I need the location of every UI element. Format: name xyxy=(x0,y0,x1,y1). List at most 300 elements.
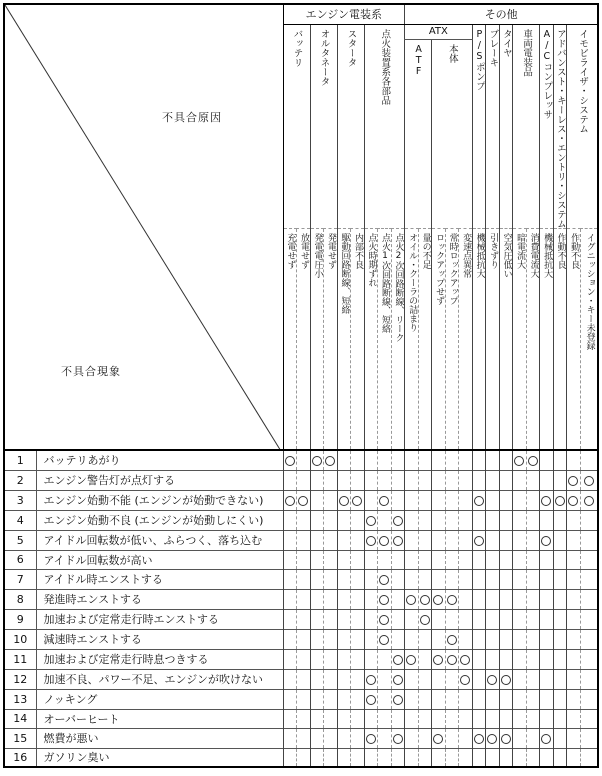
mark-circle xyxy=(379,575,389,585)
symptom-label: 加速および定常走行時息つきする xyxy=(36,649,283,669)
matrix-cell xyxy=(540,709,554,728)
matrix-cell xyxy=(283,450,297,471)
mark-circle xyxy=(352,496,362,506)
cause-label: 暗電流大 xyxy=(515,233,526,269)
matrix-cell xyxy=(391,550,405,569)
mark-circle xyxy=(325,456,335,466)
matrix-cell xyxy=(364,589,378,609)
matrix-cell xyxy=(499,550,513,569)
matrix-cell xyxy=(445,569,459,589)
cause-label: 内部不良 xyxy=(352,233,363,269)
matrix-cell xyxy=(391,669,405,689)
cause-label: ロックアップせず xyxy=(434,233,445,305)
matrix-cell xyxy=(297,669,311,689)
matrix-cell xyxy=(526,530,540,550)
matrix-cell xyxy=(567,748,581,767)
cause-header xyxy=(580,229,598,450)
matrix-cell xyxy=(499,689,513,709)
matrix-cell xyxy=(364,510,378,530)
matrix-cell xyxy=(526,470,540,490)
matrix-cell xyxy=(310,550,324,569)
matrix-cell xyxy=(499,490,513,510)
matrix-cell xyxy=(553,530,567,550)
symptom-row xyxy=(4,609,598,629)
matrix-cell xyxy=(513,649,527,669)
matrix-cell xyxy=(283,709,297,728)
matrix-cell xyxy=(351,629,365,649)
matrix-cell xyxy=(567,728,581,748)
symptom-row xyxy=(4,589,598,609)
group-label: オルタネータ xyxy=(318,28,330,86)
cause-header xyxy=(324,229,338,450)
matrix-cell xyxy=(391,569,405,589)
matrix-cell xyxy=(418,709,432,728)
matrix-cell xyxy=(310,629,324,649)
top-group-header: その他 xyxy=(405,4,599,24)
matrix-cell xyxy=(499,510,513,530)
matrix-cell xyxy=(459,510,473,530)
matrix-cell xyxy=(459,689,473,709)
matrix-cell xyxy=(364,530,378,550)
matrix-cell xyxy=(391,629,405,649)
matrix-cell xyxy=(324,709,338,728)
matrix-cell xyxy=(283,609,297,629)
cause-header xyxy=(445,229,459,450)
row-number: 8 xyxy=(4,589,36,609)
matrix-cell xyxy=(526,450,540,471)
matrix-cell xyxy=(513,709,527,728)
corner-diagonal-cell xyxy=(4,4,283,450)
mark-circle xyxy=(447,655,457,665)
group-label: P/Sポンプ xyxy=(473,28,485,90)
cause-header xyxy=(553,229,567,450)
matrix-cell xyxy=(567,629,581,649)
matrix-cell xyxy=(337,748,351,767)
mark-circle xyxy=(366,516,376,526)
mark-circle xyxy=(474,536,484,546)
matrix-cell xyxy=(418,550,432,569)
matrix-cell xyxy=(324,470,338,490)
matrix-cell xyxy=(297,649,311,669)
matrix-cell xyxy=(526,689,540,709)
group-header-atx: ATX xyxy=(405,24,473,39)
matrix-cell xyxy=(445,709,459,728)
matrix-cell xyxy=(364,669,378,689)
matrix-cell xyxy=(499,589,513,609)
cause-label: 点火2次回路断線、リーク xyxy=(393,233,404,342)
matrix-cell xyxy=(540,510,554,530)
matrix-cell xyxy=(378,748,392,767)
matrix-cell xyxy=(337,450,351,471)
matrix-cell xyxy=(297,470,311,490)
matrix-cell xyxy=(418,669,432,689)
matrix-cell xyxy=(418,728,432,748)
matrix-cell xyxy=(337,589,351,609)
matrix-cell xyxy=(283,629,297,649)
symptom-label: エンジン始動不能 (エンジンが始動できない) xyxy=(36,490,283,510)
matrix-cell xyxy=(580,748,598,767)
matrix-cell xyxy=(391,609,405,629)
matrix-cell xyxy=(459,669,473,689)
matrix-cell xyxy=(310,748,324,767)
matrix-cell xyxy=(472,550,486,569)
matrix-cell xyxy=(432,490,446,510)
troubleshooting-matrix xyxy=(3,3,599,768)
matrix-cell xyxy=(405,728,419,748)
matrix-cell xyxy=(445,490,459,510)
matrix-cell xyxy=(364,649,378,669)
matrix-cell xyxy=(432,689,446,709)
matrix-cell xyxy=(445,649,459,669)
matrix-cell xyxy=(378,490,392,510)
mark-circle xyxy=(298,496,308,506)
symptom-row xyxy=(4,569,598,589)
matrix-cell xyxy=(432,450,446,471)
matrix-cell xyxy=(567,609,581,629)
matrix-cell xyxy=(324,748,338,767)
matrix-cell xyxy=(553,609,567,629)
matrix-cell xyxy=(540,649,554,669)
group-header xyxy=(337,24,364,229)
cause-label: 作動不良 xyxy=(555,233,566,269)
cause-label: 駆動回路断線、短絡 xyxy=(339,233,350,314)
cause-header xyxy=(540,229,554,450)
matrix-cell xyxy=(540,589,554,609)
matrix-cell xyxy=(297,569,311,589)
matrix-cell xyxy=(405,550,419,569)
symptom-row xyxy=(4,450,598,471)
matrix-cell xyxy=(297,689,311,709)
symptom-label: 燃費が悪い xyxy=(36,728,283,748)
matrix-cell xyxy=(553,748,567,767)
matrix-cell xyxy=(486,649,500,669)
matrix-cell xyxy=(486,530,500,550)
matrix-cell xyxy=(553,550,567,569)
matrix-cell xyxy=(513,470,527,490)
matrix-cell xyxy=(310,669,324,689)
matrix-cell xyxy=(391,530,405,550)
matrix-cell xyxy=(459,589,473,609)
cause-header xyxy=(486,229,500,450)
matrix-cell xyxy=(405,490,419,510)
matrix-cell xyxy=(432,530,446,550)
mark-circle xyxy=(420,615,430,625)
matrix-cell xyxy=(486,490,500,510)
group-header xyxy=(540,24,554,229)
matrix-cell xyxy=(567,510,581,530)
header-row-top xyxy=(4,4,598,24)
cause-header xyxy=(337,229,351,450)
matrix-cell xyxy=(378,550,392,569)
symptom-label: 減速時エンストする xyxy=(36,629,283,649)
matrix-cell xyxy=(567,669,581,689)
mark-circle xyxy=(366,734,376,744)
group-header xyxy=(472,24,486,229)
row-number: 13 xyxy=(4,689,36,709)
matrix-cell xyxy=(351,649,365,669)
matrix-cell xyxy=(567,649,581,669)
mark-circle xyxy=(366,695,376,705)
matrix-cell xyxy=(364,748,378,767)
matrix-cell xyxy=(310,490,324,510)
matrix-cell xyxy=(378,689,392,709)
matrix-cell xyxy=(391,510,405,530)
matrix-cell xyxy=(540,629,554,649)
matrix-cell xyxy=(513,609,527,629)
cause-header xyxy=(459,229,473,450)
matrix-cell xyxy=(391,689,405,709)
matrix-cell xyxy=(486,470,500,490)
matrix-cell xyxy=(310,609,324,629)
cause-header xyxy=(391,229,405,450)
top-group-header: エンジン電装系 xyxy=(283,4,405,24)
matrix-cell xyxy=(432,669,446,689)
row-number: 4 xyxy=(4,510,36,530)
mark-circle xyxy=(420,595,430,605)
matrix-cell xyxy=(526,748,540,767)
matrix-cell xyxy=(445,728,459,748)
mark-circle xyxy=(584,476,594,486)
cause-label: 放電せず xyxy=(298,233,309,269)
matrix-cell xyxy=(391,470,405,490)
row-number: 11 xyxy=(4,649,36,669)
matrix-cell xyxy=(432,709,446,728)
row-number: 15 xyxy=(4,728,36,748)
matrix-cell xyxy=(580,450,598,471)
symptom-label: 加速および定常走行時エンストする xyxy=(36,609,283,629)
matrix-cell xyxy=(580,530,598,550)
matrix-cell xyxy=(445,550,459,569)
matrix-cell xyxy=(553,709,567,728)
mark-circle xyxy=(393,734,403,744)
matrix-cell xyxy=(540,550,554,569)
mark-circle xyxy=(312,456,322,466)
matrix-cell xyxy=(405,649,419,669)
matrix-cell xyxy=(351,589,365,609)
matrix-cell xyxy=(283,490,297,510)
matrix-cell xyxy=(378,510,392,530)
matrix-cell xyxy=(337,530,351,550)
matrix-cell xyxy=(486,450,500,471)
matrix-cell xyxy=(499,649,513,669)
symptom-label: 発進時エンストする xyxy=(36,589,283,609)
group-label: アドバンスト・キーレス・エントリ・システム xyxy=(554,28,566,228)
matrix-cell xyxy=(351,450,365,471)
row-number: 6 xyxy=(4,550,36,569)
matrix-cell xyxy=(337,629,351,649)
matrix-cell xyxy=(513,490,527,510)
cause-header xyxy=(364,229,378,450)
matrix-cell xyxy=(513,589,527,609)
matrix-cell xyxy=(472,609,486,629)
mark-circle xyxy=(379,595,389,605)
matrix-cell xyxy=(499,748,513,767)
matrix-cell xyxy=(324,490,338,510)
mark-circle xyxy=(393,516,403,526)
symptom-label: バッテリあがり xyxy=(36,450,283,471)
matrix-cell xyxy=(540,689,554,709)
cause-header xyxy=(297,229,311,450)
matrix-cell xyxy=(432,629,446,649)
matrix-cell xyxy=(553,510,567,530)
matrix-cell xyxy=(405,689,419,709)
matrix-cell xyxy=(513,510,527,530)
matrix-cell xyxy=(540,450,554,471)
mark-circle xyxy=(474,734,484,744)
matrix-cell xyxy=(351,669,365,689)
matrix-cell xyxy=(526,550,540,569)
matrix-cell xyxy=(513,569,527,589)
matrix-cell xyxy=(351,490,365,510)
matrix-cell xyxy=(405,470,419,490)
matrix-cell xyxy=(391,748,405,767)
symptom-row xyxy=(4,530,598,550)
matrix-cell xyxy=(337,669,351,689)
symptom-row xyxy=(4,748,598,767)
matrix-cell xyxy=(378,530,392,550)
matrix-cell xyxy=(364,450,378,471)
matrix-cell xyxy=(418,450,432,471)
matrix-cell xyxy=(486,748,500,767)
matrix-cell xyxy=(324,589,338,609)
matrix-cell xyxy=(526,709,540,728)
cause-label: 発電せず xyxy=(325,233,336,269)
mark-circle xyxy=(541,734,551,744)
cause-label: オイル・クーラの詰まり xyxy=(407,233,418,332)
matrix-cell xyxy=(337,550,351,569)
matrix-cell xyxy=(297,490,311,510)
matrix-cell xyxy=(553,728,567,748)
matrix-cell xyxy=(351,609,365,629)
matrix-cell xyxy=(351,530,365,550)
mark-circle xyxy=(285,456,295,466)
mark-circle xyxy=(528,456,538,466)
group-label: 車両電装品 xyxy=(521,28,533,76)
matrix-cell xyxy=(283,728,297,748)
matrix-cell xyxy=(378,569,392,589)
matrix-cell xyxy=(580,629,598,649)
matrix-cell xyxy=(567,709,581,728)
matrix-cell xyxy=(324,728,338,748)
matrix-cell xyxy=(580,649,598,669)
matrix-cell xyxy=(364,569,378,589)
matrix-cell xyxy=(364,728,378,748)
mark-circle xyxy=(366,675,376,685)
matrix-cell xyxy=(351,689,365,709)
matrix-cell xyxy=(324,550,338,569)
matrix-cell xyxy=(459,550,473,569)
matrix-cell xyxy=(283,589,297,609)
matrix-cell xyxy=(405,510,419,530)
symptom-label: ノッキング xyxy=(36,689,283,709)
matrix-cell xyxy=(405,748,419,767)
matrix-cell xyxy=(310,728,324,748)
group-label: ATF xyxy=(413,43,425,77)
symptom-label: ガソリン臭い xyxy=(36,748,283,767)
matrix-cell xyxy=(405,609,419,629)
matrix-cell xyxy=(337,689,351,709)
mark-circle xyxy=(584,496,594,506)
matrix-cell xyxy=(310,649,324,669)
mark-circle xyxy=(433,655,443,665)
matrix-cell xyxy=(351,550,365,569)
matrix-cell xyxy=(391,490,405,510)
symptom-row xyxy=(4,728,598,748)
matrix-cell xyxy=(472,649,486,669)
matrix-cell xyxy=(310,569,324,589)
matrix-cell xyxy=(567,569,581,589)
matrix-cell xyxy=(459,629,473,649)
matrix-cell xyxy=(432,470,446,490)
group-header xyxy=(553,24,567,229)
group-label: タイヤ xyxy=(500,28,512,57)
matrix-cell xyxy=(391,728,405,748)
group-label: スタータ xyxy=(345,28,357,67)
symptom-label: エンジン警告灯が点灯する xyxy=(36,470,283,490)
cause-label: 引きずり xyxy=(488,233,499,269)
matrix-cell xyxy=(432,748,446,767)
matrix-cell xyxy=(418,530,432,550)
mark-circle xyxy=(366,536,376,546)
cause-header xyxy=(351,229,365,450)
matrix-cell xyxy=(486,689,500,709)
cause-label: 常時ロックアップ xyxy=(447,233,458,305)
matrix-cell xyxy=(499,728,513,748)
matrix-cell xyxy=(580,510,598,530)
matrix-cell xyxy=(540,609,554,629)
mark-circle xyxy=(379,496,389,506)
cause-label: 機械抵抗大 xyxy=(474,233,485,278)
matrix-cell xyxy=(378,450,392,471)
matrix-cell xyxy=(337,728,351,748)
matrix-cell xyxy=(513,550,527,569)
matrix-cell xyxy=(459,609,473,629)
matrix-cell xyxy=(364,550,378,569)
matrix-cell xyxy=(553,669,567,689)
matrix-cell xyxy=(499,530,513,550)
matrix-cell xyxy=(486,550,500,569)
matrix-cell xyxy=(337,569,351,589)
matrix-cell xyxy=(297,530,311,550)
mark-circle xyxy=(393,695,403,705)
cause-header xyxy=(405,229,419,450)
matrix-cell xyxy=(567,589,581,609)
matrix-cell xyxy=(459,530,473,550)
matrix-cell xyxy=(378,609,392,629)
matrix-cell xyxy=(432,550,446,569)
matrix-cell xyxy=(378,728,392,748)
matrix-cell xyxy=(432,609,446,629)
mark-circle xyxy=(555,496,565,506)
matrix-cell xyxy=(540,470,554,490)
symptom-row xyxy=(4,490,598,510)
cause-header xyxy=(378,229,392,450)
matrix-cell xyxy=(567,550,581,569)
matrix-cell xyxy=(324,689,338,709)
matrix-cell xyxy=(310,589,324,609)
matrix-cell xyxy=(472,490,486,510)
group-header xyxy=(310,24,337,229)
cause-label: 量の不足 xyxy=(420,233,431,269)
matrix-cell xyxy=(513,450,527,471)
mark-circle xyxy=(379,635,389,645)
matrix-cell xyxy=(351,470,365,490)
matrix-cell xyxy=(337,609,351,629)
group-header-本体 xyxy=(432,39,473,228)
group-label: イモビライザ・システム xyxy=(577,28,589,133)
matrix-cell xyxy=(405,569,419,589)
cause-header xyxy=(567,229,581,450)
